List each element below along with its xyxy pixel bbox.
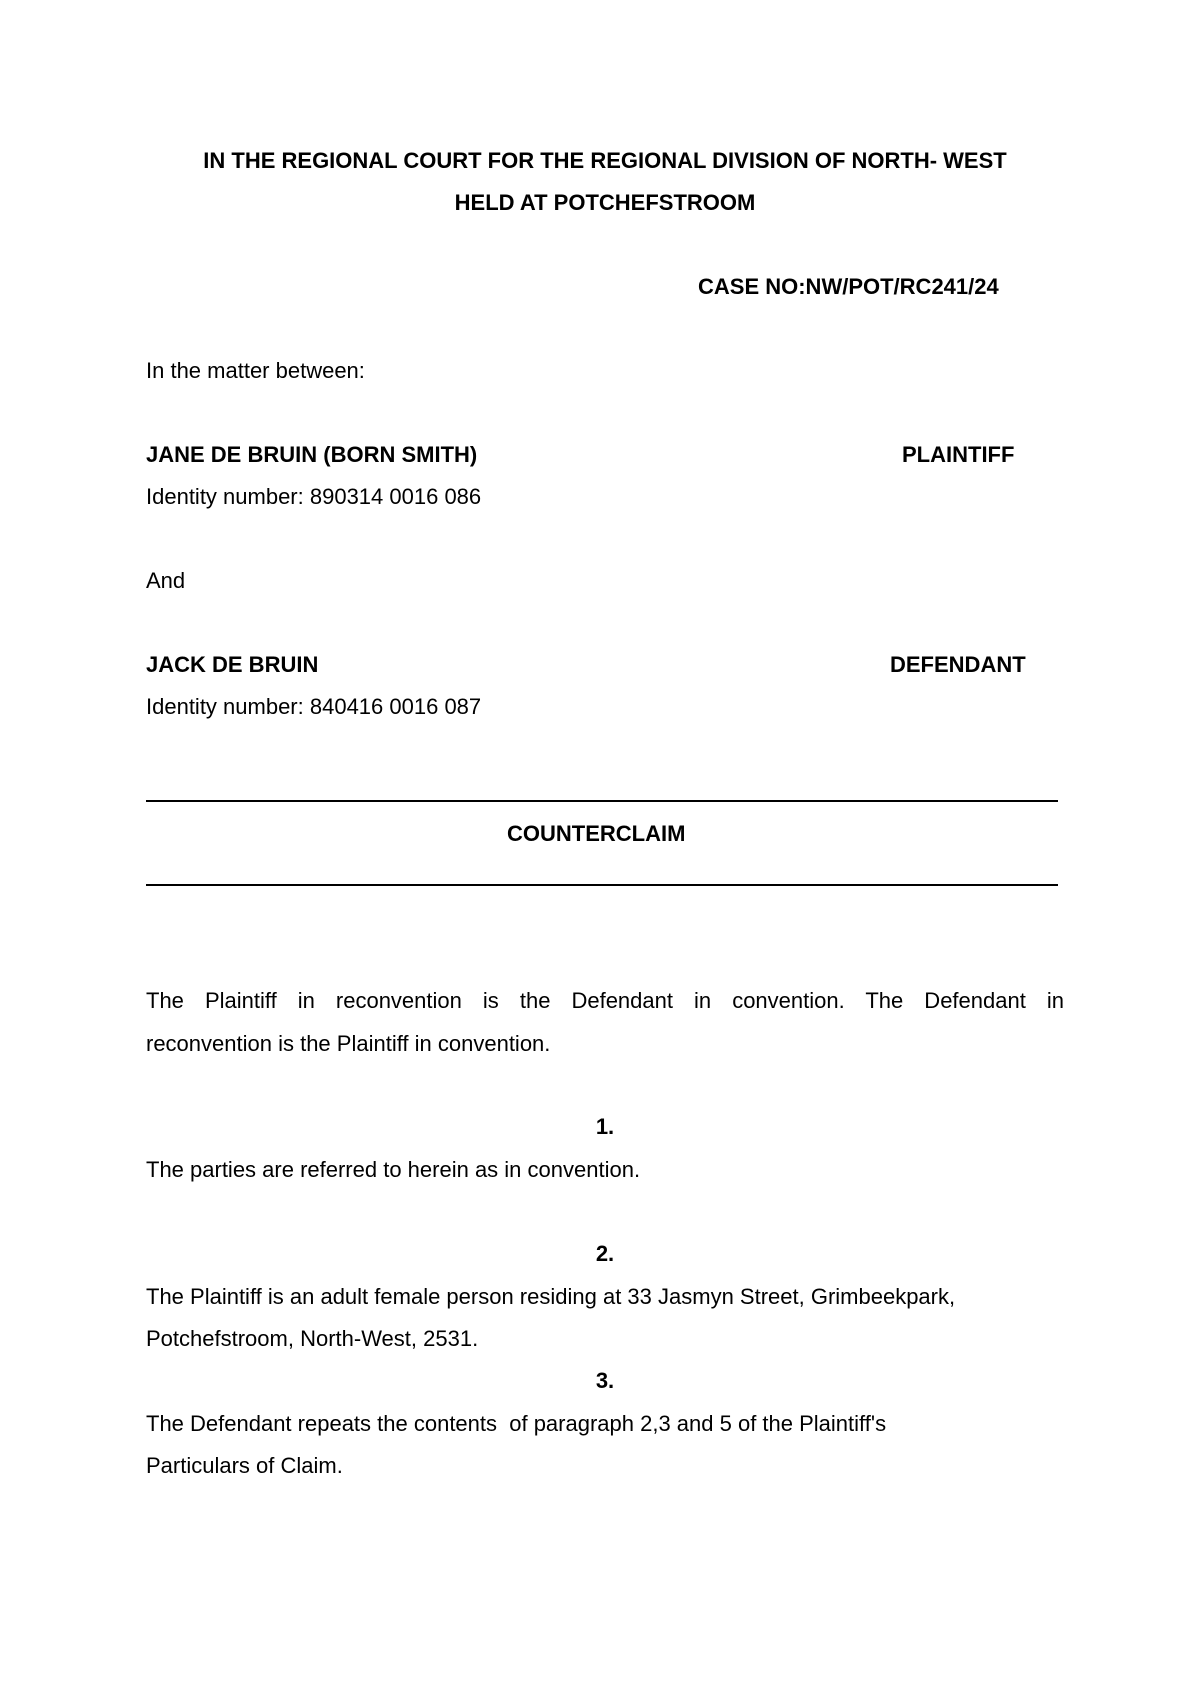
paragraph-2-text-line1: The Plaintiff is an adult female person residing at 33 Jasmyn Street, Grimbeekpark, [146,1284,956,1309]
paragraph-3-number: 3. [595,1368,615,1393]
title-rule-bottom-tail [1050,884,1056,886]
matter-intro: In the matter between: [146,358,365,383]
court-heading-line2: HELD AT POTCHEFSTROOM [454,190,756,215]
plaintiff-role: PLAINTIFF [902,442,1015,467]
case-number: CASE NO:NW/POT/RC241/24 [698,274,999,299]
party-conjunction: And [146,568,186,593]
paragraph-3-text-line2: Particulars of Claim. [146,1453,343,1478]
plaintiff-name: JANE DE BRUIN (BORN SMITH) [146,442,478,467]
title-rule-bottom [146,884,1058,886]
court-heading-line1: IN THE REGIONAL COURT FOR THE REGIONAL DIVISION OF NORTH- WEST [203,148,1007,173]
title-rule-top-tail [1050,800,1056,802]
paragraph-1-number: 1. [595,1114,615,1139]
paragraph-2-text-line2: Potchefstroom, North-West, 2531. [146,1326,479,1351]
defendant-id: Identity number: 840416 0016 087 [146,694,482,719]
paragraph-1-text: The parties are referred to herein as in convention. [146,1157,641,1182]
paragraph-2-number: 2. [595,1241,615,1266]
title-rule-top [146,800,1058,802]
defendant-name: JACK DE BRUIN [146,652,319,677]
plaintiff-id: Identity number: 890314 0016 086 [146,484,482,509]
document-title: COUNTERCLAIM [507,821,686,846]
intro-line-1: The Plaintiff in reconvention is the Defendant in convention. The Defendant in [146,988,1064,1013]
defendant-role: DEFENDANT [890,652,1026,677]
intro-line-2: reconvention is the Plaintiff in convention. [146,1031,551,1056]
paragraph-3-text-line1: The Defendant repeats the contents of paragraph 2,3 and 5 of the Plaintiff's [146,1411,887,1436]
